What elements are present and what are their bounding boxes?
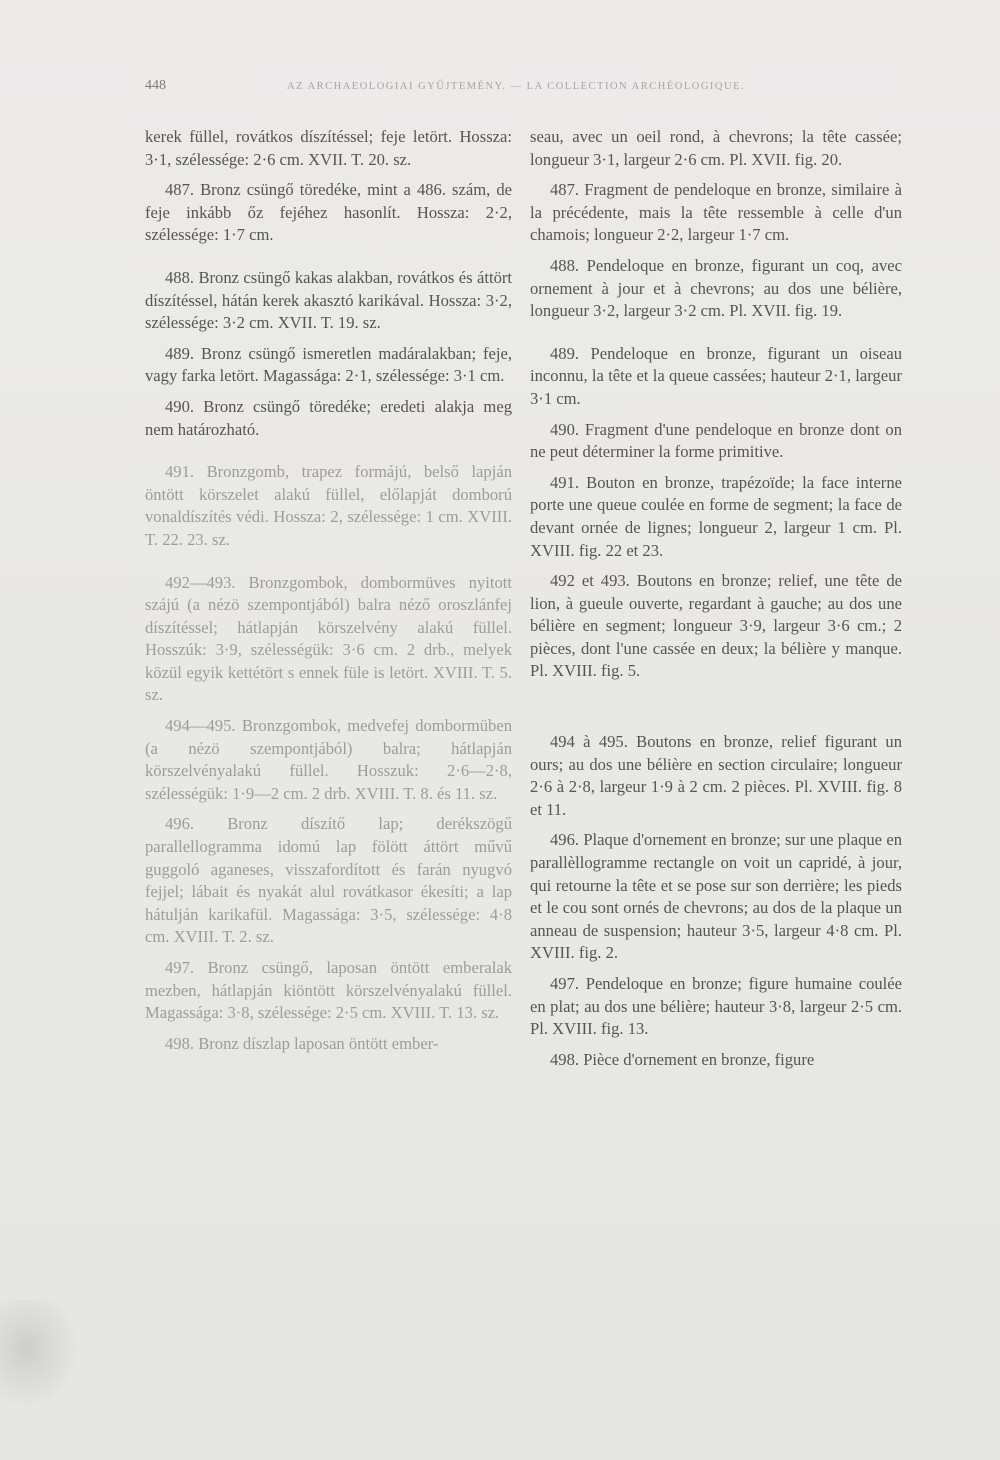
entry-494-495-fr: 494 à 495. Boutons en bronze, relief figurant un ours; au dos une bélière en section circulaire; longueur 2·6 à 2·8, largeur 1·9 à 2 cm. 2 pièces. Pl. XVIII. fig. 8 et 11. bbox=[530, 732, 902, 819]
french-column bbox=[530, 126, 902, 1079]
entry-492-493: 492—493. Bronzgombok, dombormüves nyitott szájú (a nézö szempontjából) balra néző oroszlánfej díszítéssel; hátlapján körszelvény alakú füllel. Hosszúk: 3·9, szélességük: 3·6 cm. 2 drb., melyek közül egyik kettétört s ennek füle is letört. XVIII. T. 5. sz. bbox=[145, 572, 512, 705]
entry-488: 488. Bronz csüngő kakas alakban, rovátkos és áttört díszítéssel, hátán kerek akasztó karikával. Hossza: 3·2, szélessége: 3·2 cm. XVII. T. 19. sz. bbox=[145, 267, 512, 333]
entry-490: 490. Bronz csüngő töredéke; eredeti alakja meg nem határozható. bbox=[145, 396, 512, 439]
entry-492-493-fr: 492 et 493. Boutons en bronze; relief, une tête de lion, à gueule ouverte, regardant à gauche; au dos une bélière en segment; longueur 3·9, largeur 3·6 cm.; 2 pièces, dont l'une cassée en deux; la bélière y manque. Pl. XVIII. fig. 5. bbox=[530, 571, 902, 681]
hungarian-column bbox=[145, 126, 512, 1063]
entry-491: 491. Bronzgomb, trapez formájú, belső lapján öntött körszelet alakú füllel, előlapját domború vonaldíszítés védi. Hossza: 2, szélessége: 1 cm. XVIII. T. 22. 23. sz. bbox=[145, 462, 512, 549]
entry-491-fr: 491. Bouton en bronze, trapézoïde; la face interne porte une queue coulée en forme de segment; la face de devant ornée de lignes; longueur 2, largeur 1 cm. Pl. XVIII. fig. 22 et 23. bbox=[530, 472, 902, 560]
entry-486-continued-fr: seau, avec un oeil rond, à chevrons; la tête cassée; longueur 3·1, largeur 2·6 cm. Pl. XVII. fig. 20. bbox=[530, 127, 902, 169]
entry-496-fr: 496. Plaque d'ornement en bronze; sur une plaque en parallèllogramme rectangle on voit un capridé, à jour, qui retourne la tête et se pose sur son derrière; les pieds et le cou sont ornés de chevrons; au dos de la plaque un anneau de suspension; hauteur 3·5, largeur 4·8 cm. Pl. XVIII. fig. 2. bbox=[530, 830, 902, 963]
entry-497-fr: 497. Pendeloque en bronze; figure humaine coulée en plat; au dos une bélière; hauteur 3·8, largeur 2·5 cm. Pl. XVIII. fig. 13. bbox=[530, 974, 902, 1039]
entry-489-fr: 489. Pendeloque en bronze, figurant un oiseau inconnu, la tête et la queue cassées; hauteur 2·1, largeur 3·1 cm. bbox=[530, 343, 902, 408]
entry-489: 489. Bronz csüngő ismeretlen madáralakban; feje, vagy farka letört. Magassága: 2·1, szélessége: 3·1 cm. bbox=[145, 343, 512, 386]
entry-488-fr: 488. Pendeloque en bronze, figurant un coq, avec ornement à jour et à chevrons; au dos une bélière, longueur 3·2, largeur 3·2 cm. Pl. XVII. fig. 19. bbox=[530, 255, 902, 321]
entry-490-fr: 490. Fragment d'une pendeloque en bronze dont on ne peut déterminer la forme primitive. bbox=[530, 419, 902, 462]
entry-498-start-fr: 498. Pièce d'ornement en bronze, figure bbox=[550, 1049, 815, 1069]
entry-497: 497. Bronz csüngő, laposan öntött emberalak mezben, hátlapján kiöntött körszelvényalakú füllel. Magassága: 3·8, szélessége: 2·5 cm. XVIII. T. 13. sz. bbox=[145, 958, 512, 1023]
page-number: 448 bbox=[145, 78, 166, 93]
entry-486-continued: kerek füllel, rovátkos díszítéssel; feje letört. Hossza: 3·1, szélessége: 2·6 cm. XVII. T. 20. sz. bbox=[145, 127, 512, 169]
entry-498-start: 498. Bronz díszlap laposan öntött ember- bbox=[165, 1033, 439, 1053]
page-header bbox=[145, 78, 905, 100]
entry-487: 487. Bronz csüngő töredéke, mint a 486. szám, de feje inkább őz fejéhez hasonlít. Hossza: 2·2, szélessége: 1·7 cm. bbox=[145, 180, 512, 245]
margin-smudge bbox=[0, 1300, 90, 1420]
entry-494-495: 494—495. Bronzgombok, medvefej dombormüben (a nézö szempontjából) balra; hátlapján körszelvényalakú füllel. Hosszuk: 2·6—2·8, szélességük: 1·9—2 cm. 2 drb. XVIII. T. 8. és 11. sz. bbox=[145, 716, 512, 803]
entry-487-fr: 487. Fragment de pendeloque en bronze, similaire à la précédente, mais la tête ressemble à celle d'un chamois; longueur 2·2, largeur 1·7 cm. bbox=[530, 180, 902, 245]
entry-496: 496. Bronz díszítő lap; derékszögű parallellogramma idomú lap fölött áttört művű guggoló aganeses, visszafordított és farán nyugvó fejjel; lábait és nyakát alul rovátkasor ékesíti; a lap hátulján karikafül. Magassága: 3·5, szélessége: 4·8 cm. XVIII. T. 2. sz. bbox=[145, 814, 512, 947]
running-title: AZ ARCHAEOLOGIAI GYŰJTEMÉNY. — LA COLLECTION ARCHÉOLOGIQUE. bbox=[287, 81, 746, 92]
